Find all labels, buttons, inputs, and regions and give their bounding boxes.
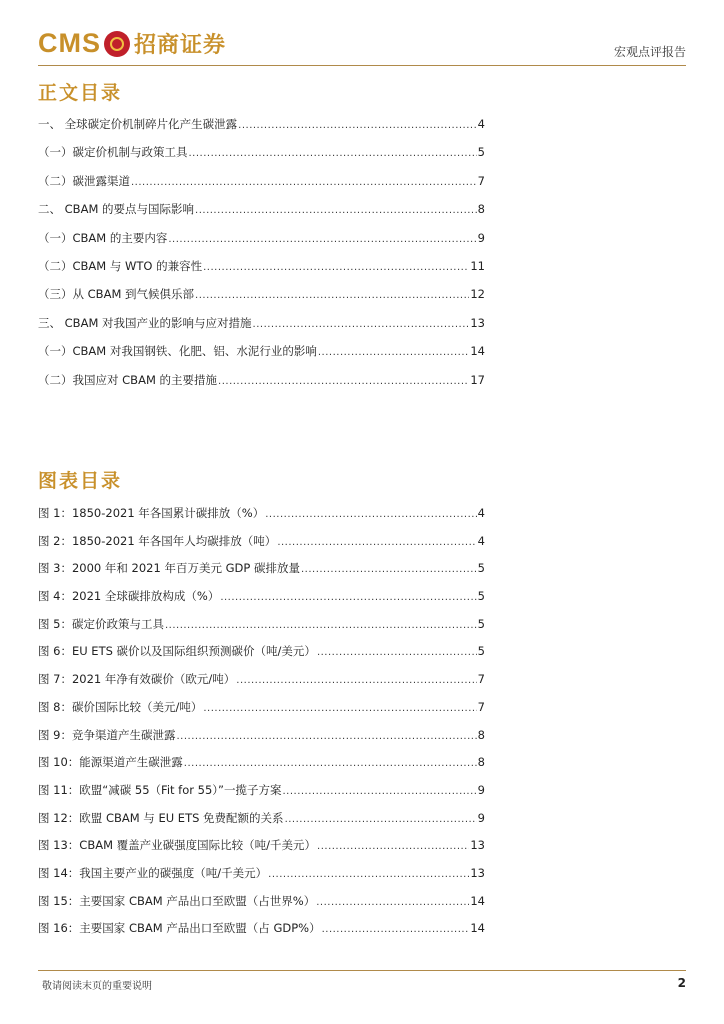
toc-entry-page: 12 — [470, 287, 485, 302]
toc-entry[interactable] — [38, 116, 485, 144]
figure-entry-page: 5 — [477, 616, 485, 631]
figure-entry-page: 4 — [477, 506, 485, 520]
logo-emblem-icon — [104, 31, 130, 57]
figure-entry[interactable] — [38, 920, 485, 948]
toc-entry-page: 8 — [477, 202, 485, 217]
toc-entry-label: （二）碳泄露渠道 — [38, 173, 130, 188]
figure-entry[interactable] — [38, 810, 485, 838]
figure-entry-label: 图 15：主要国家 CBAM 产品出口至欧盟（占世界%） — [38, 893, 316, 908]
figure-entry[interactable] — [38, 588, 485, 616]
toc-entry[interactable] — [38, 315, 485, 343]
figure-entry[interactable] — [38, 727, 485, 755]
dot-leader — [316, 897, 469, 908]
dot-leader — [203, 262, 469, 273]
figure-entry[interactable] — [38, 865, 485, 893]
dot-leader — [285, 814, 477, 825]
dot-leader — [236, 675, 476, 686]
toc-entry[interactable] — [38, 230, 485, 258]
toc-entry-page: 13 — [470, 315, 485, 330]
figure-entry-page: 9 — [477, 810, 485, 825]
dot-leader — [176, 731, 476, 742]
dot-leader — [184, 758, 477, 769]
figure-entry-page: 13 — [470, 838, 485, 853]
dot-leader — [265, 509, 476, 520]
dot-leader — [195, 205, 477, 216]
figure-entry-page: 14 — [470, 921, 485, 936]
dot-leader — [322, 924, 470, 935]
toc-entry-page: 4 — [477, 117, 485, 131]
dot-leader — [253, 319, 470, 330]
figure-entry-label: 图 11：欧盟“减碳 55（Fit for 55）”一揽子方案 — [38, 782, 282, 797]
figure-entry-page: 7 — [477, 672, 485, 687]
dot-leader — [317, 841, 469, 852]
figure-entry-page: 4 — [477, 533, 485, 548]
report-type: 宏观点评报告 — [613, 45, 686, 59]
toc-list — [38, 116, 485, 400]
toc-entry-label: （二）我国应对 CBAM 的主要措施 — [38, 372, 218, 387]
dot-leader — [220, 592, 476, 603]
footer-note: 敬请阅读末页的重要说明 — [42, 981, 152, 992]
dot-leader — [218, 376, 469, 387]
figure-entry-label: 图 14：我国主要产业的碳强度（吨/千美元） — [38, 865, 268, 880]
dot-leader — [131, 177, 477, 188]
figure-entry[interactable] — [38, 671, 485, 699]
figure-entry-page: 9 — [477, 782, 485, 797]
figures-list — [38, 505, 485, 948]
figure-entry-page: 14 — [470, 893, 485, 908]
dot-leader — [318, 347, 469, 358]
figure-entry-page: 5 — [477, 644, 485, 659]
figure-entry-label: 图 16：主要国家 CBAM 产品出口至欧盟（占 GDP%） — [38, 921, 321, 936]
toc-entry-label: （一）碳定价机制与政策工具 — [38, 145, 188, 160]
figure-entry-label: 图 10：能源渠道产生碳泄露 — [38, 755, 183, 770]
toc-entry[interactable] — [38, 144, 485, 172]
company-logo — [38, 28, 226, 59]
dot-leader — [301, 564, 477, 575]
toc-entry-label: （一）CBAM 的主要内容 — [38, 230, 168, 245]
dot-leader — [268, 869, 469, 880]
dot-leader — [195, 290, 469, 301]
toc-entry-label: （三）从 CBAM 到气候俱乐部 — [38, 287, 195, 302]
toc-title: 正文目录 — [38, 82, 123, 104]
logo-text: CMS — [38, 28, 101, 58]
figure-entry-label: 图 4：2021 全球碳排放构成（%） — [38, 589, 220, 604]
figure-entry-label: 图 12：欧盟 CBAM 与 EU ETS 免费配额的关系 — [38, 810, 284, 825]
figure-entry[interactable] — [38, 505, 485, 533]
toc-entry[interactable] — [38, 343, 485, 371]
figure-entry-page: 5 — [477, 589, 485, 604]
figure-entry[interactable] — [38, 643, 485, 671]
figure-entry[interactable] — [38, 754, 485, 782]
toc-entry-label: 三、 CBAM 对我国产业的影响与应对措施 — [38, 315, 252, 330]
figure-entry-label: 图 13：CBAM 覆盖产业碳强度国际比较（吨/千美元） — [38, 838, 317, 853]
figure-entry[interactable] — [38, 837, 485, 865]
dot-leader — [165, 620, 477, 631]
figure-entry-label: 图 9：竞争渠道产生碳泄露 — [38, 727, 176, 742]
toc-entry-page: 14 — [470, 344, 485, 359]
figure-entry[interactable] — [38, 782, 485, 810]
figure-entry-label: 图 3：2000 年和 2021 年百万美元 GDP 碳排放量 — [38, 561, 300, 576]
figure-entry[interactable] — [38, 533, 485, 561]
toc-entry[interactable] — [38, 286, 485, 314]
toc-entry-page: 7 — [477, 173, 485, 188]
figure-entry[interactable] — [38, 699, 485, 727]
figure-entry-label: 图 7：2021 年净有效碳价（欧元/吨） — [38, 672, 236, 687]
figure-entry-label: 图 5：碳定价政策与工具 — [38, 616, 164, 631]
dot-leader — [282, 786, 476, 797]
figure-entry-page: 8 — [477, 727, 485, 742]
toc-entry-label: 二、 CBAM 的要点与国际影响 — [38, 202, 195, 217]
footer-divider — [38, 970, 686, 971]
toc-entry[interactable] — [38, 372, 485, 400]
dot-leader — [203, 703, 476, 714]
figure-entry-label: 图 1：1850-2021 年各国累计碳排放（%） — [38, 506, 265, 520]
figure-entry[interactable] — [38, 616, 485, 644]
toc-entry-label: （二）CBAM 与 WTO 的兼容性 — [38, 258, 203, 273]
figure-entry[interactable] — [38, 893, 485, 921]
toc-entry-page: 17 — [470, 372, 485, 387]
header-divider — [38, 65, 686, 66]
logo-company-name: 招商证券 — [134, 33, 227, 58]
dot-leader — [238, 120, 477, 131]
figure-entry-label: 图 2：1850-2021 年各国年人均碳排放（吨） — [38, 533, 277, 548]
toc-entry-label: （一）CBAM 对我国钢铁、化肥、铝、水泥行业的影响 — [38, 344, 317, 359]
figures-title: 图表目录 — [38, 470, 123, 492]
figure-entry[interactable] — [38, 560, 485, 588]
figure-entry-label: 图 6：EU ETS 碳价以及国际组织预测碳价（吨/美元） — [38, 644, 316, 659]
toc-entry-page: 5 — [477, 145, 485, 160]
dot-leader — [189, 148, 477, 159]
toc-entry-page: 9 — [477, 230, 485, 245]
toc-entry[interactable] — [38, 258, 485, 286]
page-number: 2 — [677, 976, 686, 990]
toc-entry[interactable] — [38, 173, 485, 201]
figure-entry-page: 8 — [477, 755, 485, 770]
figure-entry-page: 7 — [477, 699, 485, 714]
toc-entry[interactable] — [38, 201, 485, 229]
dot-leader — [317, 647, 477, 658]
figure-entry-page: 13 — [470, 865, 485, 880]
dot-leader — [168, 234, 476, 245]
figure-entry-page: 5 — [477, 561, 485, 576]
dot-leader — [277, 537, 476, 548]
toc-entry-page: 11 — [470, 258, 485, 273]
toc-entry-label: 一、 全球碳定价机制碎片化产生碳泄露 — [38, 117, 238, 131]
page-header — [38, 24, 686, 64]
figure-entry-label: 图 8：碳价国际比较（美元/吨） — [38, 699, 203, 714]
